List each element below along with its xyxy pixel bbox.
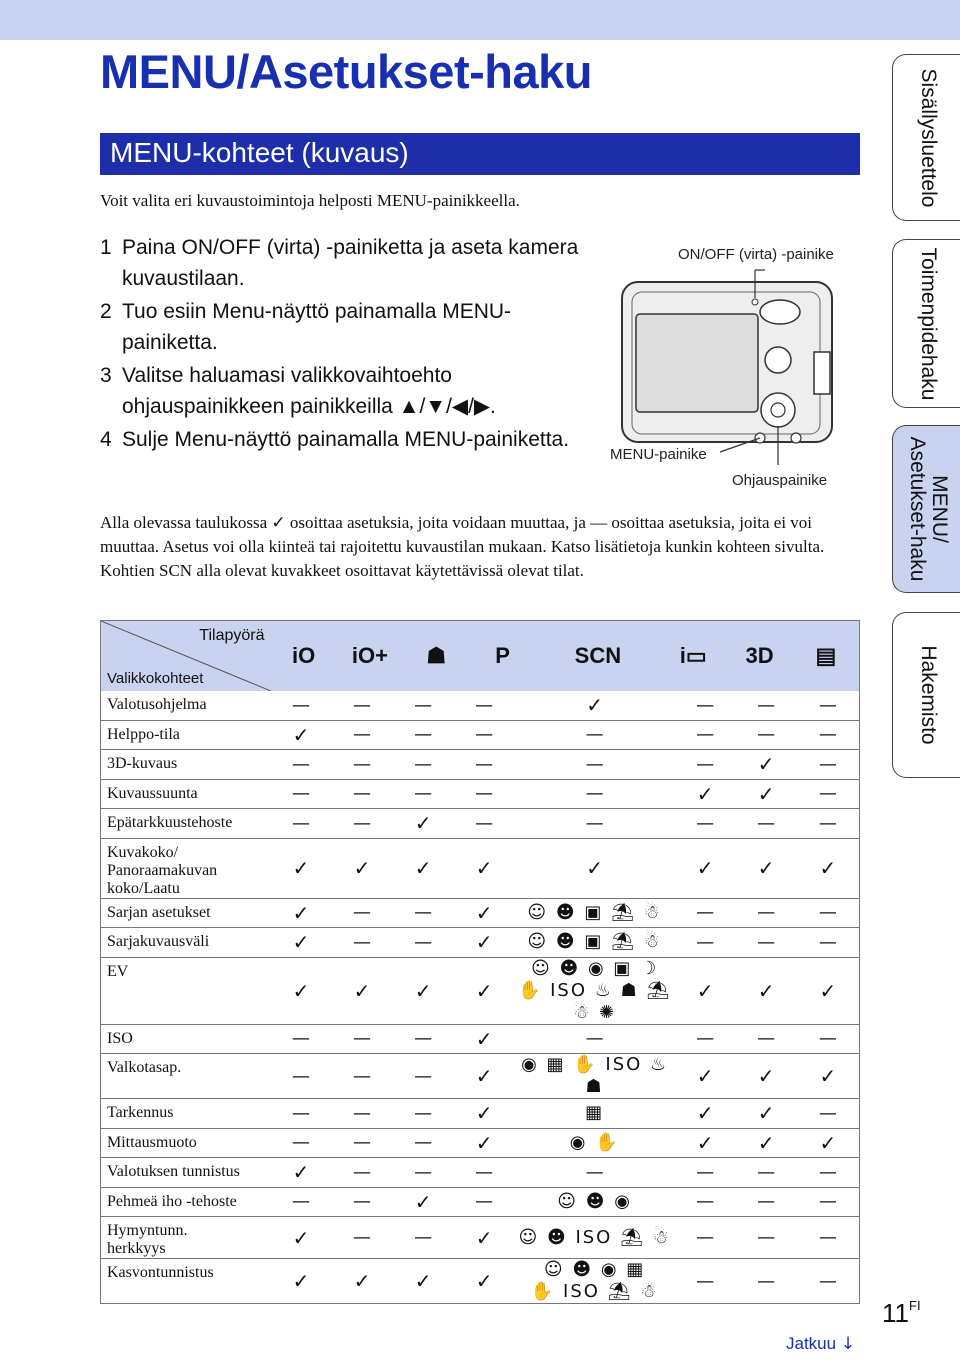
- row-label: Sarjakuvausväli: [107, 933, 210, 950]
- header-mode-label: Tilapyörä: [199, 627, 265, 644]
- continue-link[interactable]: [786, 1334, 855, 1354]
- step-item: [100, 360, 580, 422]
- dash-icon: —: [757, 931, 776, 953]
- check-icon: ✓: [475, 856, 493, 880]
- dash-icon: —: [818, 812, 837, 834]
- dash-icon: —: [414, 1065, 433, 1087]
- dash-icon: —: [414, 902, 433, 924]
- tab-label: Sisällysluettelo: [916, 68, 940, 207]
- dash-icon: —: [585, 1028, 604, 1050]
- control-button-label: Ohjauspainike: [732, 472, 828, 489]
- dash-icon: —: [353, 902, 372, 924]
- continue-label: Jatkuu: [786, 1334, 837, 1353]
- check-icon: ✓: [475, 930, 493, 955]
- dash-icon: —: [757, 1028, 776, 1050]
- dash-icon: —: [585, 724, 604, 746]
- mode-icon: SCN: [574, 642, 622, 668]
- mode-icon: iO: [292, 642, 316, 668]
- check-icon: ✓: [586, 856, 603, 880]
- step-text: Tuo esiin Menu-näyttö painamalla MENU-painiketta.: [122, 300, 512, 354]
- check-icon: ✓: [292, 930, 310, 955]
- check-icon: ✓: [757, 1064, 775, 1088]
- dash-icon: —: [292, 1191, 311, 1213]
- intro-text: Voit valita eri kuvaustoimintoja helposti MENU-painikkeella.: [100, 191, 520, 210]
- dash-icon: —: [475, 753, 494, 775]
- dash-icon: —: [696, 753, 715, 775]
- row-label: Mittausmuoto: [107, 1133, 197, 1151]
- table-row: [101, 1024, 860, 1054]
- step-number: 4: [100, 428, 112, 451]
- check-icon: ✓: [696, 978, 714, 1003]
- check-icon: ✓: [475, 1225, 493, 1250]
- paragraph: Kohtien SCN alla olevat kuvakkeet osoittavat käytettävissä olevat tilat.: [100, 561, 584, 580]
- tab-sisallysluettelo[interactable]: [892, 54, 960, 221]
- dash-icon: —: [414, 1161, 433, 1183]
- check-icon: ✓: [757, 1130, 775, 1155]
- row-label: Kasvontunnistus: [107, 1264, 214, 1281]
- dash-icon: —: [353, 812, 372, 834]
- table-row: [101, 809, 860, 839]
- scene-icons: ◉ ▦ ✋ ISO ♨ ☗: [521, 1054, 669, 1097]
- table-row: [101, 898, 860, 928]
- settings-table: [100, 620, 860, 1304]
- dash-icon: —: [292, 1028, 311, 1050]
- row-label: Epätarkkuustehoste: [107, 814, 233, 831]
- row-label: Pehmeä iho -tehoste: [107, 1192, 237, 1210]
- dash-icon: —: [292, 783, 311, 805]
- tab-hakemisto[interactable]: [892, 612, 960, 778]
- dash-icon: —: [818, 1102, 837, 1124]
- step-text: Valitse haluamasi valikkovaihtoehto ohjauspainikkeen painikkeilla ▲/▼/◀/▶.: [122, 364, 496, 418]
- dash-icon: —: [475, 694, 494, 716]
- dash-icon: —: [353, 1132, 372, 1154]
- check-icon: ✓: [757, 978, 775, 1003]
- dash-icon: —: [585, 1161, 604, 1183]
- dash-icon: —: [475, 1191, 494, 1213]
- mode-icon: 3D: [745, 642, 774, 668]
- row-label: Valotusohjelma: [107, 695, 207, 713]
- dash-icon: —: [414, 1132, 433, 1154]
- step-number: 3: [100, 364, 112, 387]
- table-row: [101, 1187, 860, 1217]
- scene-icons: ☺ ☻ ISO ⛱ ☃: [518, 1226, 671, 1248]
- mode-icon: ☗: [426, 642, 447, 668]
- scene-icons: ☺ ☻ ◉ ▦ ✋ ISO ⛱ ☃: [530, 1259, 659, 1302]
- page-number-value: 11: [882, 1298, 909, 1328]
- row-label: Valotuksen tunnistus: [107, 1163, 240, 1180]
- step-item: [100, 424, 580, 455]
- table-row: [101, 750, 860, 780]
- dash-icon: —: [353, 694, 372, 716]
- page-title: MENU/Asetukset-haku: [100, 45, 592, 98]
- dash-icon: —: [818, 1270, 837, 1292]
- step-number: 2: [100, 300, 112, 323]
- dash-icon: —: [696, 1227, 715, 1248]
- dash-icon: —: [414, 753, 433, 775]
- mode-icon: ▤: [815, 642, 837, 668]
- dash-icon: —: [353, 931, 372, 953]
- dash-icon: —: [696, 1191, 715, 1213]
- dash-icon: —: [696, 931, 715, 953]
- check-icon: ✓: [475, 1101, 493, 1126]
- check-icon: ✓: [292, 856, 310, 880]
- check-icon: ✓: [414, 856, 432, 880]
- dash-icon: —: [696, 1270, 715, 1292]
- check-icon: ✓: [696, 1101, 714, 1126]
- dash-icon: —: [757, 1270, 776, 1292]
- mode-icon: iO+: [351, 642, 388, 668]
- dash-icon: —: [292, 753, 311, 775]
- check-icon: ✓: [475, 900, 493, 925]
- dash-icon: —: [353, 783, 372, 805]
- check-icon: ✓: [292, 1269, 310, 1293]
- dash-icon: —: [757, 694, 776, 716]
- tab-toimenpidehaku[interactable]: [892, 239, 960, 408]
- table-row: [101, 1217, 860, 1259]
- page-number: [882, 1298, 921, 1329]
- dash-icon: —: [585, 783, 604, 805]
- dash-icon: —: [292, 812, 311, 834]
- header-items-label: Valikkokohteet: [107, 669, 204, 687]
- table-row: [101, 1158, 860, 1188]
- check-icon: ✓: [475, 1026, 493, 1051]
- dash-icon: —: [292, 1132, 311, 1154]
- dash-icon: —: [757, 812, 776, 834]
- row-label: Helppo-tila: [107, 725, 180, 743]
- dash-icon: —: [696, 694, 715, 716]
- table-row: [101, 1054, 860, 1099]
- check-icon: ✓: [475, 1269, 493, 1293]
- row-label: Kuvaussuunta: [107, 784, 198, 802]
- dash-icon: —: [818, 783, 837, 805]
- row-label: ISO: [107, 1029, 133, 1047]
- check-icon: ✓: [353, 978, 371, 1003]
- check-icon: ✓: [414, 978, 432, 1003]
- dash-icon: —: [696, 724, 715, 746]
- dash-icon: —: [353, 1227, 372, 1248]
- scene-icons: ◉ ✋: [569, 1131, 620, 1153]
- scene-icons: ☺ ☻ ▣ ⛱ ☃: [527, 901, 662, 923]
- table-row: [101, 957, 860, 1024]
- dash-icon: —: [353, 1028, 372, 1050]
- dash-icon: —: [818, 1191, 837, 1213]
- dash-icon: —: [818, 753, 837, 775]
- table-header-row: [101, 621, 860, 691]
- dash-icon: —: [414, 1102, 433, 1124]
- dash-icon: —: [353, 1065, 372, 1087]
- step-number: 1: [100, 236, 112, 259]
- dash-icon: —: [757, 1191, 776, 1213]
- dash-icon: —: [414, 694, 433, 716]
- dash-icon: —: [414, 931, 433, 953]
- dash-icon: —: [696, 1161, 715, 1183]
- check-icon: ✓: [475, 1130, 493, 1155]
- dash-icon: —: [353, 753, 372, 775]
- check-icon: ✓: [757, 781, 775, 806]
- dash-icon: —: [757, 724, 776, 746]
- dash-icon: —: [757, 1161, 776, 1183]
- top-band: [0, 0, 960, 40]
- check-icon: ✓: [757, 1101, 775, 1126]
- step-text: Paina ON/OFF (virta) -painiketta ja aseta kamera kuvaustilaan.: [122, 236, 579, 290]
- dash-icon: —: [353, 1191, 372, 1213]
- step-text: Sulje Menu-näyttö painamalla MENU-painiketta.: [122, 428, 570, 451]
- tab-label: Toimenpidehaku: [916, 247, 940, 400]
- check-icon: ✓: [475, 1064, 493, 1088]
- check-icon: ✓: [292, 1160, 310, 1185]
- dash-icon: —: [475, 724, 494, 746]
- table-row: [101, 1259, 860, 1304]
- check-icon: ✓: [292, 978, 310, 1003]
- tab-menu-asetukset[interactable]: [892, 425, 960, 593]
- tab-label: Hakemisto: [916, 645, 940, 745]
- dash-icon: —: [475, 1161, 494, 1183]
- modes-header: [271, 621, 860, 691]
- row-label: Hymyntunn. herkkyys: [107, 1222, 188, 1257]
- dash-icon: —: [818, 1161, 837, 1183]
- section-header: [100, 133, 860, 175]
- dash-icon: —: [292, 1065, 311, 1087]
- dash-icon: —: [818, 902, 837, 924]
- dash-icon: —: [818, 1028, 837, 1050]
- check-icon: ✓: [475, 978, 493, 1003]
- dash-icon: —: [585, 753, 604, 775]
- description-text: [100, 511, 860, 583]
- dash-icon: —: [818, 694, 837, 716]
- dash-icon: —: [818, 724, 837, 746]
- paragraph: Alla olevassa taulukossa ✓ osoittaa asetuksia, joita voidaan muuttaa, ja — osoittaa asetuksia, joita ei voi muuttaa. Asetus voi olla kiinteä tai rajoitettu kuvaustilan mukaan. Katso lisätietoja kunkin kohteen sivulta.: [100, 513, 825, 556]
- check-icon: ✓: [819, 856, 837, 880]
- check-icon: ✓: [819, 1130, 837, 1155]
- table-row: [101, 1099, 860, 1129]
- table-row: [101, 779, 860, 809]
- check-icon: ✓: [757, 752, 775, 777]
- check-icon: ✓: [353, 1269, 371, 1293]
- table-row: [101, 1128, 860, 1158]
- scene-icons: ☺ ☻ ▣ ⛱ ☃: [527, 931, 662, 953]
- check-icon: ✓: [819, 978, 837, 1003]
- dash-icon: —: [292, 1102, 311, 1124]
- table-row: [101, 838, 860, 898]
- dash-icon: —: [353, 1102, 372, 1124]
- check-icon: ✓: [353, 856, 371, 880]
- dash-icon: —: [414, 724, 433, 746]
- dash-icon: —: [475, 812, 494, 834]
- dash-icon: —: [414, 783, 433, 805]
- dash-icon: —: [818, 1227, 837, 1248]
- dash-icon: —: [353, 724, 372, 746]
- dash-icon: —: [696, 902, 715, 924]
- check-icon: ✓: [292, 1225, 310, 1250]
- mode-icon: P: [495, 642, 510, 668]
- check-icon: ✓: [696, 1064, 714, 1088]
- dash-icon: —: [475, 783, 494, 805]
- page-lang: FI: [909, 1298, 921, 1313]
- dash-icon: —: [757, 1227, 776, 1248]
- check-icon: ✓: [414, 1269, 432, 1293]
- row-label: 3D-kuvaus: [107, 755, 178, 772]
- check-icon: ✓: [414, 1189, 432, 1214]
- table-row: [101, 928, 860, 958]
- row-label: Tarkennus: [107, 1104, 174, 1121]
- row-label: EV: [107, 962, 129, 980]
- check-icon: ✓: [757, 856, 775, 880]
- steps-list: [100, 232, 580, 457]
- check-icon: ✓: [819, 1064, 837, 1088]
- arrow-down-icon: ↓: [840, 1334, 856, 1354]
- table-row: [101, 720, 860, 750]
- mode-icon: i▭: [679, 642, 707, 668]
- header-corner: [101, 621, 271, 691]
- scene-icons: ☺ ☻ ◉ ▣ ☽ ✋ ISO ♨ ☗ ⛱ ☃ ✺: [517, 957, 672, 1023]
- check-icon: ✓: [414, 811, 432, 836]
- table-row: [101, 691, 860, 721]
- tab-label: MENU/ Asetukset-haku: [905, 436, 951, 582]
- step-item: [100, 232, 580, 294]
- camera-illustration: [600, 240, 860, 490]
- dash-icon: —: [414, 1227, 433, 1248]
- scene-icons: ☺ ☻ ◉: [557, 1190, 632, 1212]
- dash-icon: —: [696, 1028, 715, 1050]
- dash-icon: —: [818, 931, 837, 953]
- scene-icons: ▦: [585, 1102, 605, 1124]
- dash-icon: —: [414, 1028, 433, 1050]
- dash-icon: —: [292, 694, 311, 716]
- menu-button-label: MENU-painike: [610, 446, 707, 463]
- check-icon: ✓: [586, 693, 603, 717]
- row-label: Valkotasap.: [107, 1059, 182, 1076]
- check-icon: ✓: [696, 1130, 714, 1155]
- check-icon: ✓: [292, 722, 310, 747]
- row-label: Kuvakoko/ Panoraamakuvan koko/Laatu: [107, 843, 218, 897]
- step-item: [100, 296, 580, 358]
- dash-icon: —: [696, 812, 715, 834]
- check-icon: ✓: [696, 856, 714, 880]
- dash-icon: —: [585, 812, 604, 834]
- onoff-label: ON/OFF (virta) -painike: [678, 246, 834, 263]
- section-title: MENU-kohteet (kuvaus): [110, 137, 409, 168]
- check-icon: ✓: [696, 781, 714, 806]
- row-label: Sarjan asetukset: [107, 903, 211, 921]
- dash-icon: —: [353, 1161, 372, 1183]
- dash-icon: —: [757, 902, 776, 924]
- check-icon: ✓: [292, 900, 310, 925]
